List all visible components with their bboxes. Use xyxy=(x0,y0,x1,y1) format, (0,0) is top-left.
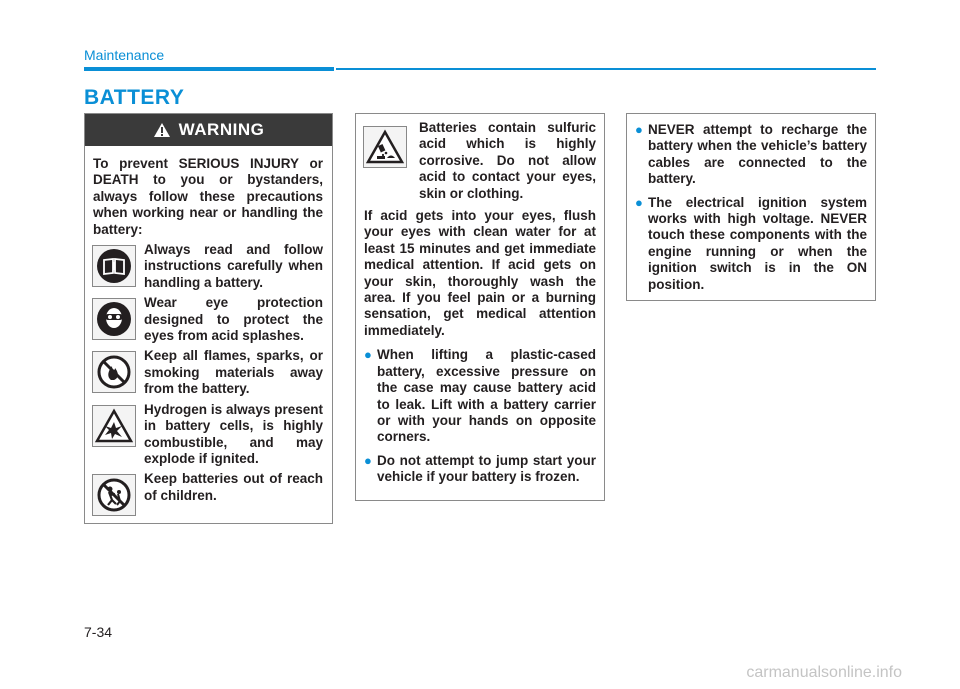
bullet-dot-icon: ● xyxy=(635,122,643,137)
no-children-icon-frame xyxy=(92,474,136,516)
section-rule-thick xyxy=(84,67,334,71)
list-item xyxy=(635,122,867,188)
warning-item-text: Hydrogen is always present in battery cells, is highly combustible, and may explode if ignited. xyxy=(144,401,323,466)
no-flames-icon-frame xyxy=(92,351,136,393)
warning-item-text: Wear eye protection designed to protect the eyes from acid splashes. xyxy=(144,295,323,344)
page-number: 7-34 xyxy=(84,624,113,640)
list-item-text: NEVER attempt to recharge the battery when the vehicle’s battery cables are connected to the battery. xyxy=(648,122,867,187)
warning-item xyxy=(92,295,323,344)
warning-triangle-icon xyxy=(153,122,171,138)
warning-item xyxy=(92,471,323,517)
list-item-text: The electrical ignition system works with high voltage. NEVER touch these components with the engine running or when the ignition switch is in the ON position. xyxy=(648,194,867,292)
warning-item xyxy=(92,348,323,397)
corrosive-icon-frame xyxy=(363,126,407,168)
ignition-box xyxy=(626,113,876,301)
acid-box xyxy=(355,113,605,501)
watermark: carmanualsonline.info xyxy=(746,664,902,681)
eye-protection-icon xyxy=(96,301,132,337)
warning-box xyxy=(84,113,333,524)
no-flames-icon xyxy=(96,354,132,390)
warning-intro: To prevent SERIOUS INJURY or DEATH to you or bystanders, always follow these precautions when working near or handling the battery: xyxy=(93,156,323,237)
book-icon-frame xyxy=(92,245,136,287)
acid-body: If acid gets into your eyes, flush your eyes with clean water for at least 15 minutes and get immediate medical attention. If acid gets on your skin, thoroughly wash the area. If you feel pain or a burning sensation, get medical attention immediately. xyxy=(364,208,596,338)
warning-item-text: Keep batteries out of reach of children. xyxy=(144,471,323,503)
bullet-dot-icon: ● xyxy=(635,194,643,210)
explosion-icon-frame xyxy=(92,405,136,447)
book-icon xyxy=(96,248,132,284)
warning-label: WARNING xyxy=(178,120,265,139)
warning-item-text: Always read and follow instructions carefully when handling a battery. xyxy=(144,242,323,290)
bullet-dot-icon: ● xyxy=(364,452,372,468)
warning-header xyxy=(85,114,332,146)
section-label: Maintenance xyxy=(84,47,165,63)
explosion-icon xyxy=(95,408,133,444)
eye-protection-icon-frame xyxy=(92,298,136,340)
no-children-icon xyxy=(96,477,132,513)
section-rule-thin xyxy=(336,68,876,70)
warning-item-text: Keep all flames, sparks, or smoking materials away from the battery. xyxy=(144,348,323,397)
list-item xyxy=(635,195,867,293)
list-item-text: When lifting a plastic-cased battery, excessive pressure on the case may cause battery acid to leak. Lift with a battery carrier or with your hands on opposite corners. xyxy=(377,347,596,445)
acid-warning-text: Batteries contain sulfuric acid which is highly corrosive. Do not allow acid to contact your eyes, skin or clothing. xyxy=(419,120,596,201)
list-item xyxy=(364,347,596,445)
list-item xyxy=(364,453,596,486)
corrosive-icon xyxy=(366,129,404,165)
warning-item xyxy=(92,242,323,291)
list-item-text: Do not attempt to jump start your vehicle if your battery is frozen. xyxy=(377,452,596,485)
page-title: BATTERY xyxy=(84,86,185,109)
bullet-dot-icon: ● xyxy=(364,347,372,363)
warning-item xyxy=(92,402,323,468)
acid-bullets xyxy=(364,347,596,485)
acid-item xyxy=(363,120,596,202)
ignition-bullets xyxy=(635,122,867,293)
